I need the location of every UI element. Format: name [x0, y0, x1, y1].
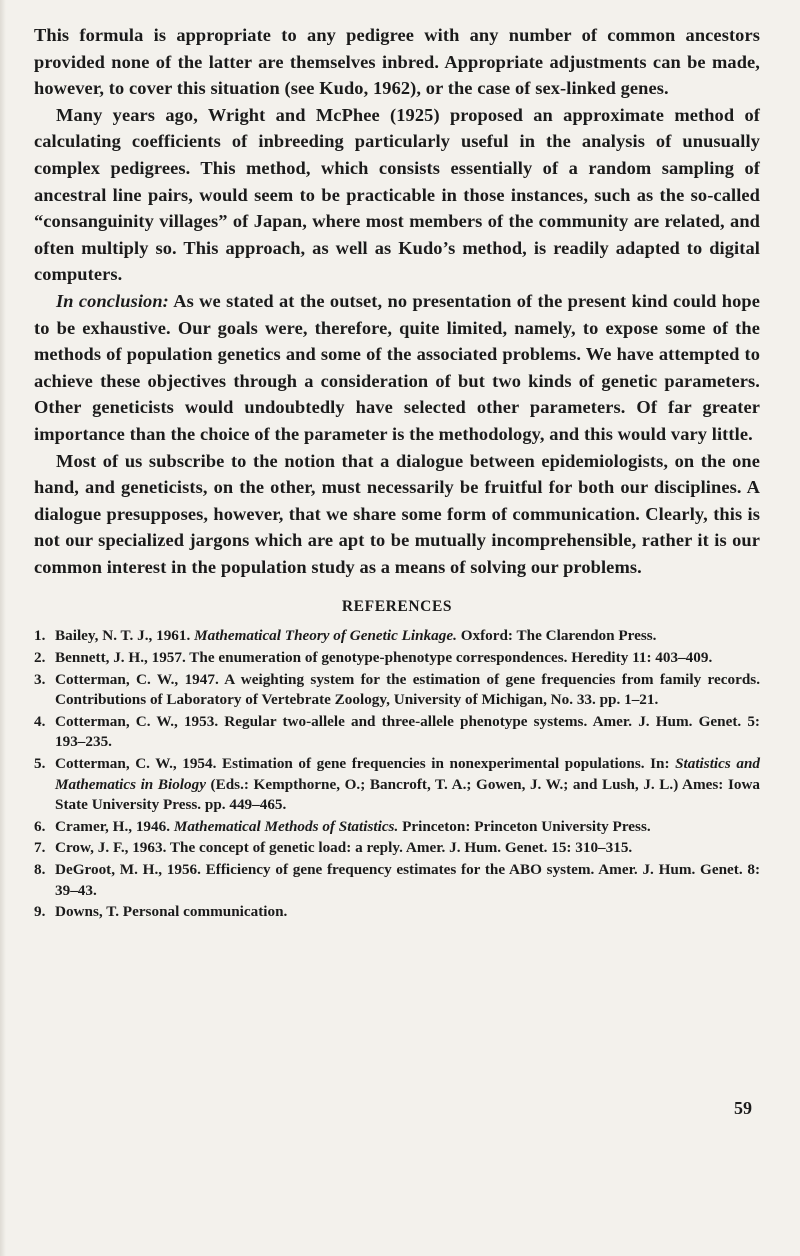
reference-number: 6.	[34, 817, 46, 835]
reference-title: Mathematical Theory of Genetic Linkage.	[194, 627, 457, 645]
reference-item	[34, 838, 760, 859]
reference-number: 8.	[34, 861, 46, 878]
reference-text	[55, 626, 760, 647]
reference-pre: Cramer, H., 1946.	[55, 817, 174, 835]
reference-pre: Bailey, N. T. J., 1961.	[55, 627, 195, 645]
reference-pre: Cotterman, C. W., 1953. Regular two-allele and three-allele phenotype systems. Amer. J. Hum. Genet. 5: 193–235.	[55, 712, 760, 751]
paragraph-text: This formula is appropriate to any pedigree with any number of common ancestors provided none of the latter are themselves inbred. Appropriate adjustments can be made, however, to cover this situation (see Kudo, 1962), or the case of sex-linked genes.	[34, 25, 760, 99]
reference-pre: DeGroot, M. H., 1956. Efficiency of gene frequency estimates for the ABO system. Amer. J. Hum. Genet. 8: 39–43.	[55, 861, 760, 899]
page-edge-shadow	[0, 0, 6, 1256]
reference-text	[55, 712, 760, 753]
paragraph-wright-mcphee	[34, 102, 760, 288]
reference-text	[55, 648, 760, 669]
reference-item	[34, 648, 760, 669]
references-heading: REFERENCES	[341, 598, 453, 616]
reference-post: (Eds.: Kempthorne, O.; Bancroft, T. A.; Gowen, J. W.; and Lush, J. L.) Ames: Iowa State University Press. pp. 449–465.	[55, 775, 761, 814]
paragraph-text: Many years ago, Wright and McPhee (1925) proposed an approximate method of calculating coefficients of inbreeding particularly useful in the analysis of unusually complex pedigrees. This method, which consists essentially of a random sampling of ancestral line pairs, would seem to be practicable in those instances, such as the so-called “consanguinity villages” of Japan, where most members of the community are related, and often multiply so. This approach, as well as Kudo’s method, is readily adapted to digital computers.	[34, 104, 760, 285]
reference-title: Mathematical Methods of Statistics.	[173, 817, 399, 835]
reference-item	[34, 712, 760, 753]
reference-pre: Bennett, J. H., 1957. The enumeration of genotype-phenotype correspondences. Heredity 11: 403–409.	[55, 649, 713, 667]
references-list	[34, 626, 760, 922]
reference-number: 2.	[34, 649, 46, 667]
reference-text	[55, 817, 760, 838]
reference-post: Oxford: The Clarendon Press.	[456, 627, 657, 645]
reference-text	[55, 902, 760, 923]
paragraph-formula	[34, 22, 760, 102]
reference-number: 9.	[34, 903, 46, 921]
reference-pre: Cotterman, C. W., 1947. A weighting system for the estimation of gene frequencies from family records. Contributions of Laboratory of Vertebrate Zoology, University of Michigan, No. 33. pp. 1–21.	[55, 670, 760, 709]
page-number: 59	[734, 1098, 752, 1118]
reference-item	[34, 670, 760, 711]
reference-text	[55, 670, 760, 711]
paragraph-text: As we stated at the outset, no presentation of the present kind could hope to be exhaustive. Our goals were, therefore, quite limited, namely, to expose some of the methods of population genetics and some of the associated problems. We have attempted to achieve these objectives through a consideration of but two kinds of genetic parameters. Other geneticists would undoubtedly have selected other parameters. Of far greater importance than the choice of the parameter is the methodology, and this would vary little.	[34, 290, 760, 444]
reference-number: 7.	[34, 839, 46, 857]
reference-pre: Downs, T. Personal communication.	[55, 903, 288, 921]
reference-number: 5.	[34, 755, 46, 773]
book-page	[34, 22, 760, 924]
reference-item	[34, 754, 760, 816]
paragraph-lead: In conclusion:	[56, 290, 169, 311]
reference-pre: Crow, J. F., 1963. The concept of genetic load: a reply. Amer. J. Hum. Genet. 15: 310–315.	[55, 839, 633, 857]
reference-item	[34, 902, 760, 923]
reference-number: 4.	[34, 712, 46, 730]
reference-post: Princeton: Princeton University Press.	[398, 817, 651, 835]
paragraph-text: Most of us subscribe to the notion that a dialogue between epidemiologists, on the one hand, and geneticists, on the other, must necessarily be fruitful for both our disciplines. A dialogue presupposes, however, that we share some form of communication. Clearly, this is not our specialized jargons which are apt to be mutually incomprehensible, rather it is our common interest in the population study as a means of solving our problems.	[34, 450, 760, 577]
reference-item	[34, 860, 760, 901]
reference-text	[55, 838, 760, 859]
reference-number: 1.	[34, 627, 46, 645]
reference-title: Statistics and Mathematics in Biology	[55, 755, 760, 793]
reference-item	[34, 817, 760, 838]
reference-pre: Cotterman, C. W., 1954. Estimation of gene frequencies in nonexperimental populations. In:	[55, 755, 676, 773]
paragraph-dialogue	[34, 448, 760, 581]
reference-text	[55, 860, 760, 901]
reference-number: 3.	[34, 670, 46, 688]
reference-text	[55, 754, 760, 816]
paragraph-conclusion	[34, 288, 760, 448]
reference-item	[34, 626, 760, 647]
